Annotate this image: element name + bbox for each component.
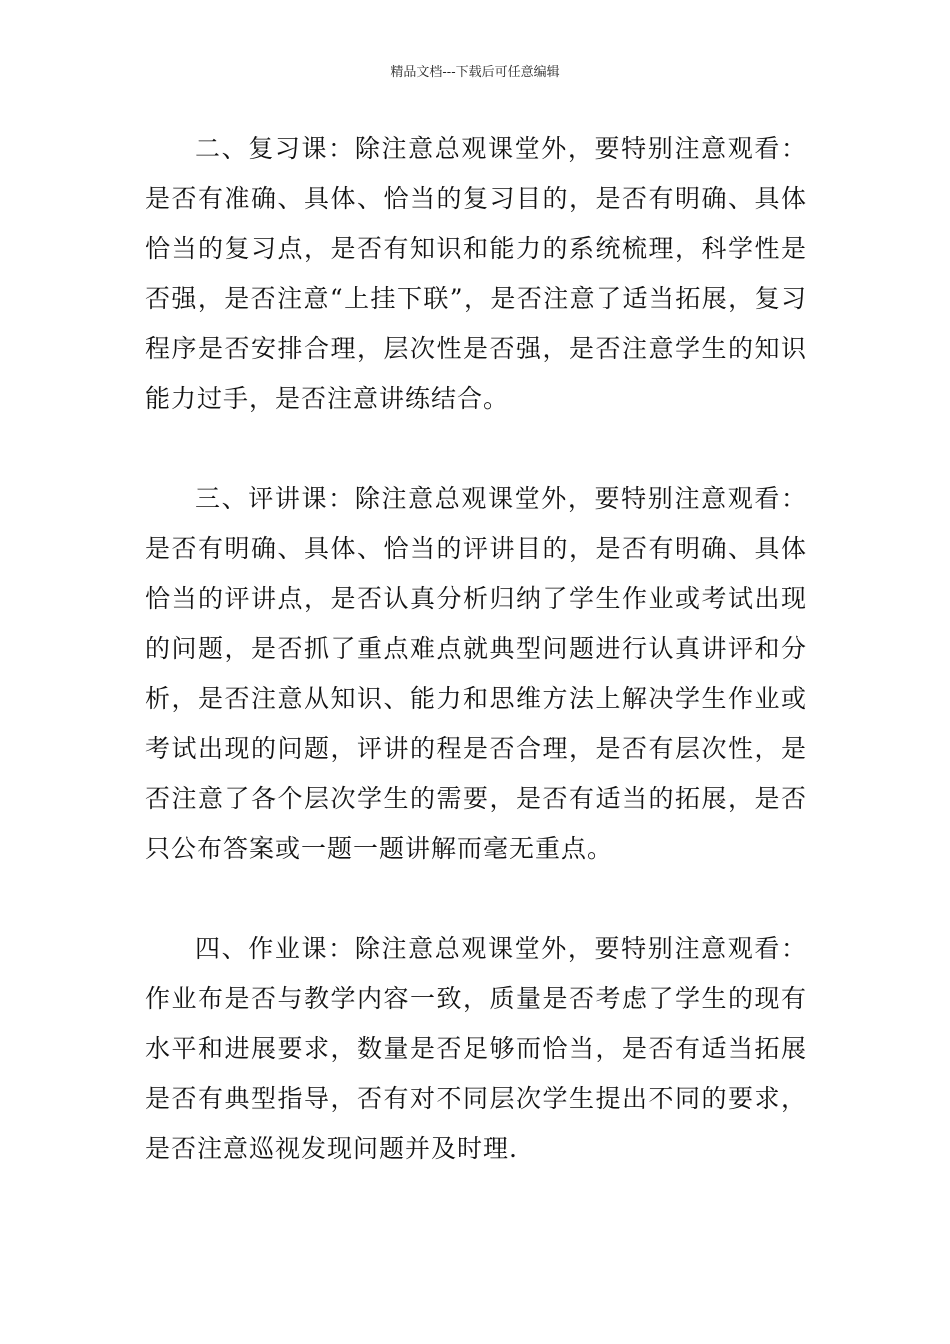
document-body [145,124,807,1174]
paragraph-homework-class: 四、作业课：除注意总观课堂外，要特别注意观看：作业布是否与教学内容一致，质量是否考虑了学生的现有水平和进展要求，数量是否足够而恰当，是否有适当拓展是否有典型指导，否有对不同层次学生提出不同的要求，是否注意巡视发现问题并及时理. [145,934,807,1163]
paragraph-review-class: 二、复习课：除注意总观课堂外，要特别注意观看：是否有准确、具体、恰当的复习目的，是否有明确、具体恰当的复习点，是否有知识和能力的系统梳理，科学性是否强，是否注意“上挂下联”，是否注意了适当拓展，复习程序是否安排合理，层次性是否强，是否注意学生的知识能力过手，是否注意讲练结合。 [145,134,807,413]
paragraph-commentary-class: 三、评讲课：除注意总观课堂外，要特别注意观看：是否有明确、具体、恰当的评讲目的，是否有明确、具体恰当的评讲点，是否认真分析归纳了学生作业或考试出现的问题，是否抓了重点难点就典型问题进行认真讲评和分析，是否注意从知识、能力和思维方法上解决学生作业或考试出现的问题，评讲的程是否合理，是否有层次性，是否注意了各个层次学生的需要，是否有适当的拓展，是否只公布答案或一题一题讲解而毫无重点。 [145,484,807,863]
page-header: 精品文档---下载后可任意编辑 [390,65,560,80]
